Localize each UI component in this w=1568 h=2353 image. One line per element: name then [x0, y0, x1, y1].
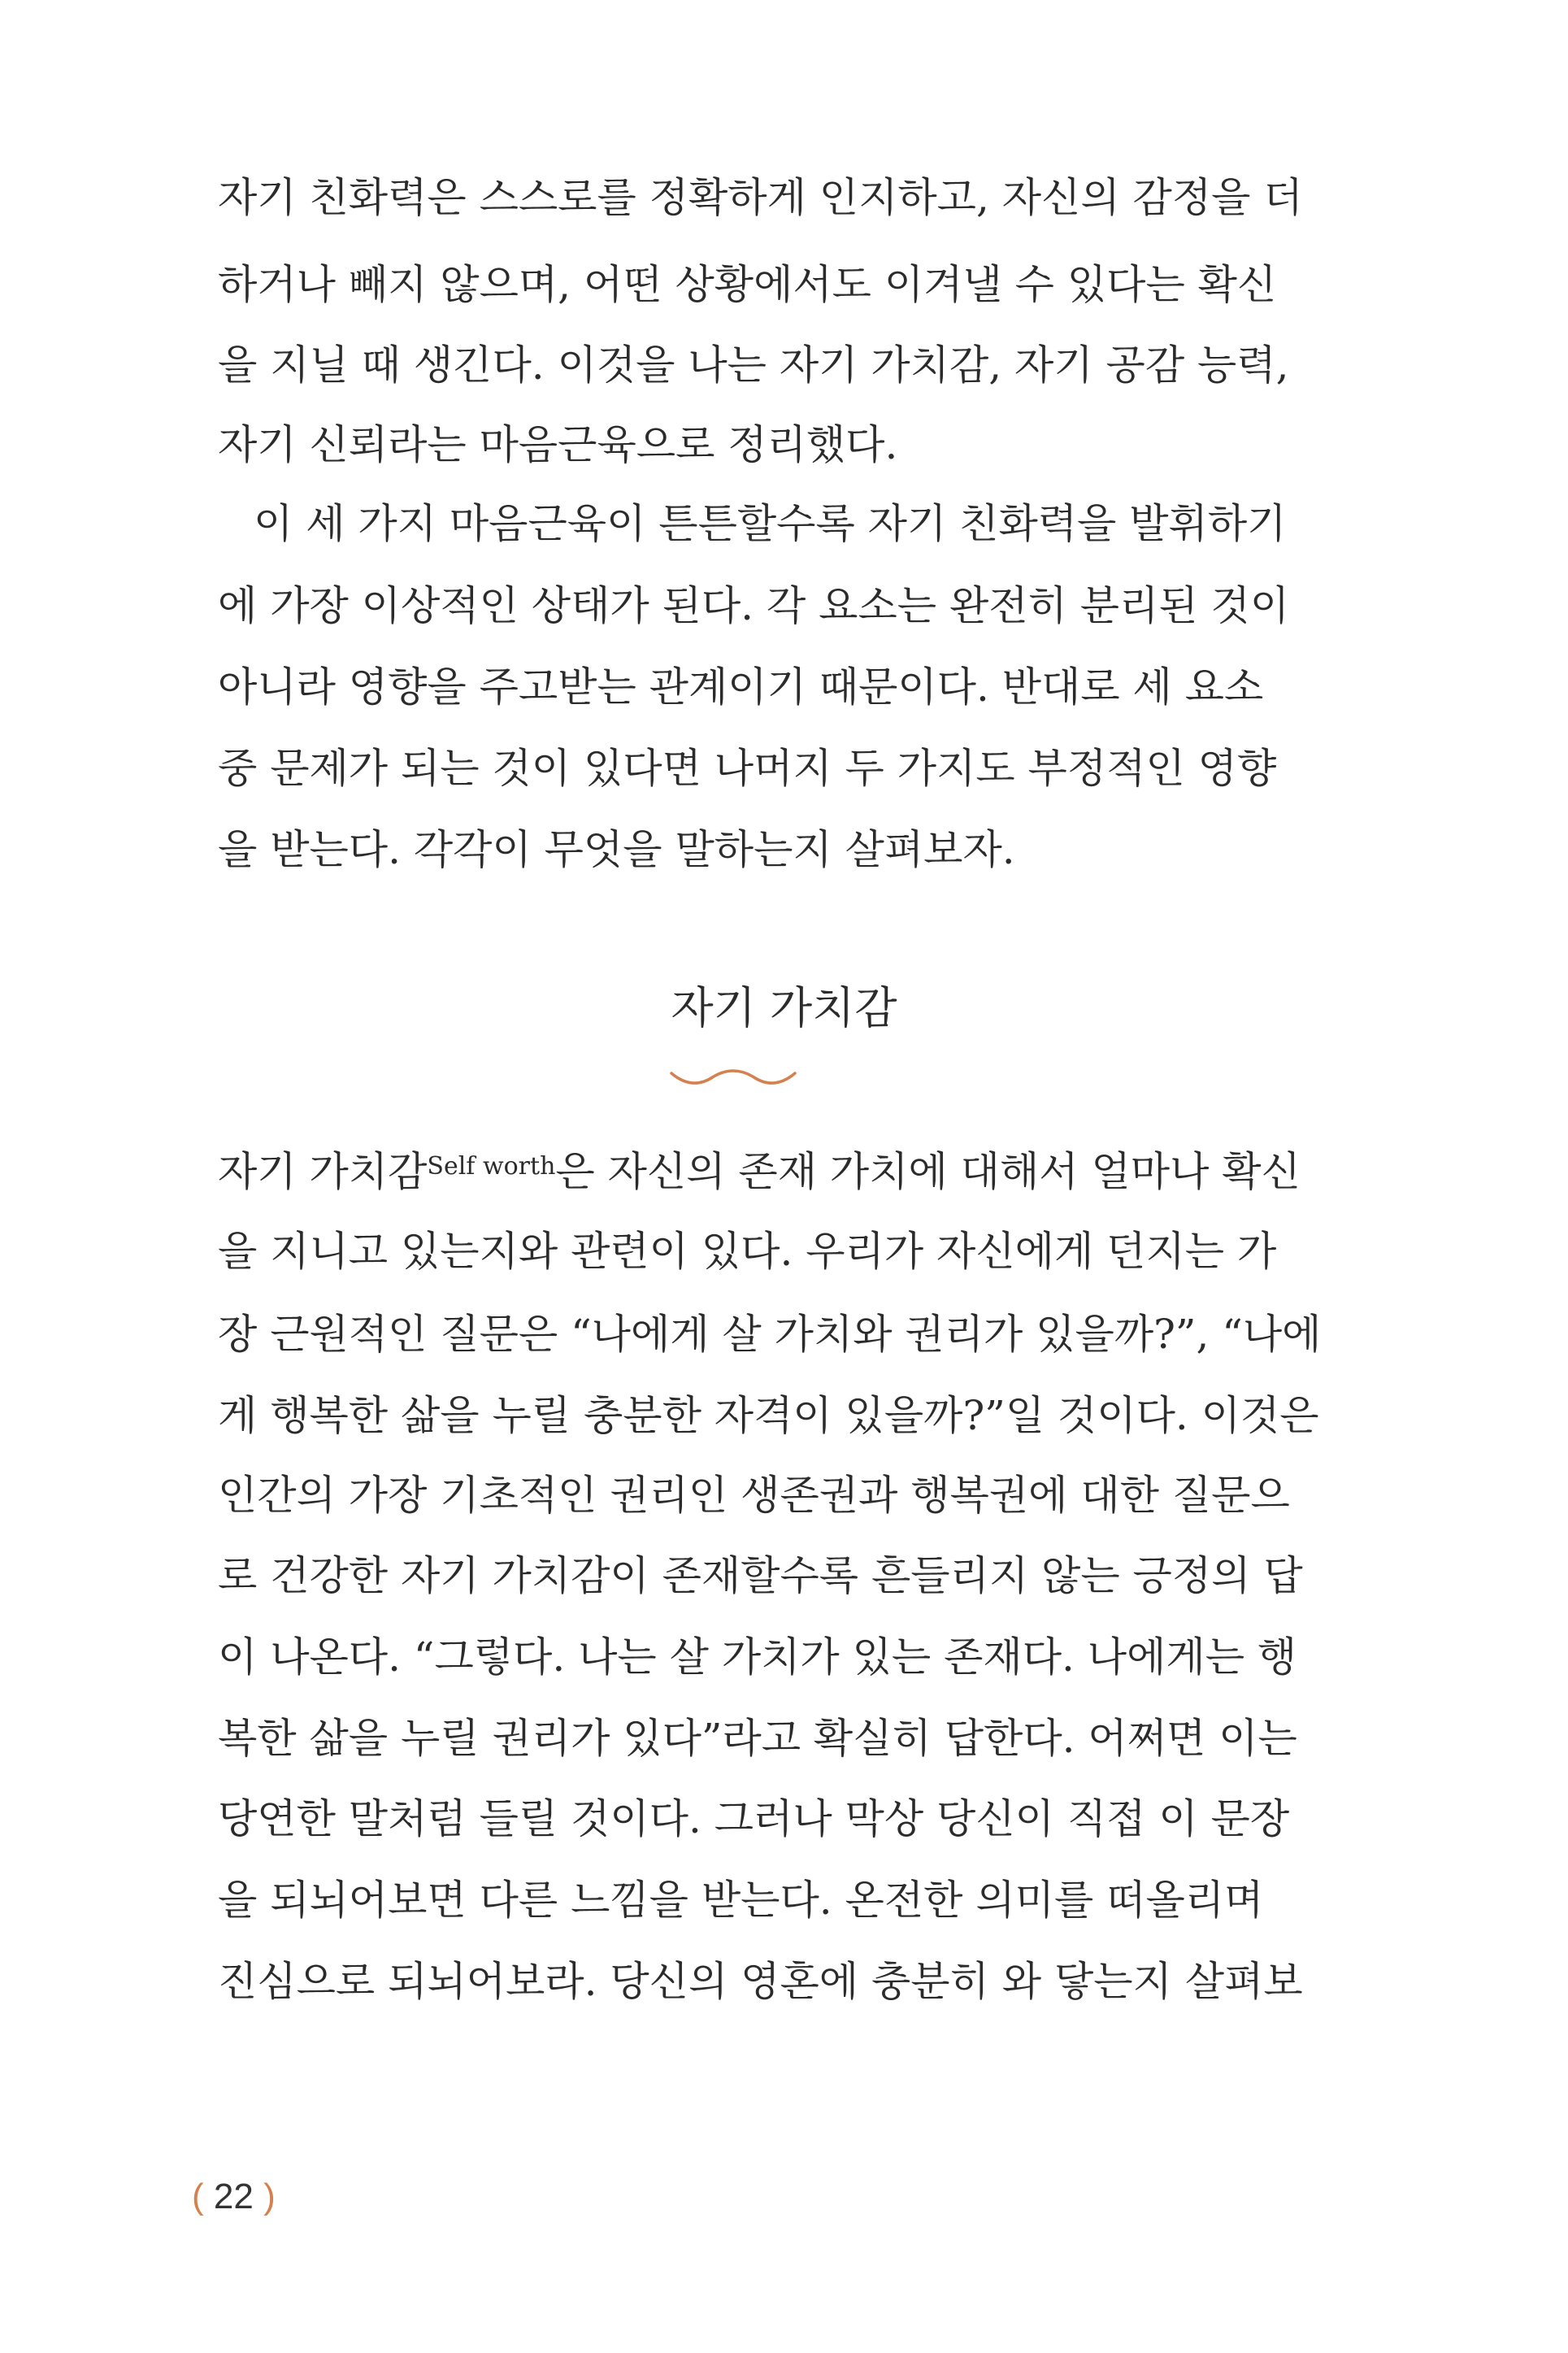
page-number-value: 22: [213, 2177, 254, 2216]
paragraph-2-line-5: 을 받는다. 각각이 무엇을 말하는지 살펴보자.: [218, 826, 1015, 873]
paragraph-3-line-10: 을 되뇌어보면 다른 느낌을 받는다. 온전한 의미를 떠올리며: [218, 1877, 1264, 1924]
paragraph-3-line-4: 게 행복한 삶을 누릴 충분한 자격이 있을까?”일 것이다. 이것은: [218, 1392, 1319, 1439]
paragraph-1-line-3: 을 지닐 때 생긴다. 이것을 나는 자기 가치감, 자기 공감 능력,: [218, 341, 1289, 389]
paragraph-3-line-3: 장 근원적인 질문은 “나에게 살 가치와 권리가 있을까?”, “나에: [218, 1311, 1322, 1358]
right-paren-icon: ): [263, 2177, 276, 2216]
paragraph-3-line-6: 로 건강한 자기 가치감이 존재할수록 흔들리지 않는 긍정의 답: [218, 1552, 1303, 1599]
paragraph-3-line-1-end: 은 자신의 존재 가치에 대해서 얼마나 확신: [555, 1148, 1301, 1195]
paragraph-3-line-2: 을 지니고 있는지와 관련이 있다. 우리가 자신에게 던지는 가: [218, 1228, 1277, 1275]
paragraph-1-line-2: 하거나 빼지 않으며, 어떤 상황에서도 이겨낼 수 있다는 확신: [218, 261, 1277, 308]
paragraph-3-line-1: [218, 1146, 1301, 1198]
paragraph-1-line-4: 자기 신뢰라는 마음근육으로 정리했다.: [218, 421, 898, 468]
paragraph-2-line-3: 아니라 영향을 주고받는 관계이기 때문이다. 반대로 세 요소: [218, 663, 1264, 711]
section-title: 자기 가치감: [671, 982, 897, 1033]
wave-ornament-icon: [668, 1067, 798, 1091]
paragraph-2-line-4: 중 문제가 되는 것이 있다면 나머지 두 가지도 부정적인 영향: [218, 745, 1277, 792]
paragraph-3-line-7: 이 나온다. “그렇다. 나는 살 가치가 있는 존재다. 나에게는 행: [218, 1633, 1297, 1681]
paragraph-3-line-5: 인간의 가장 기초적인 권리인 생존권과 행복권에 대한 질문으: [218, 1472, 1290, 1519]
left-paren-icon: (: [192, 2177, 204, 2216]
paragraph-3-line-8: 복한 삶을 누릴 권리가 있다”라고 확실히 답한다. 어쩌면 이는: [218, 1715, 1297, 1762]
paragraph-2-line-1: 이 세 가지 마음근육이 튼튼할수록 자기 친화력을 발휘하기: [254, 500, 1287, 547]
page-number: [192, 2171, 276, 2223]
superscript-self-worth: Self worth: [427, 1152, 556, 1181]
paragraph-3-line-11: 진심으로 되뇌어보라. 당신의 영혼에 충분히 와 닿는지 살펴보: [218, 1958, 1303, 2005]
paragraph-3-line-1-start: 자기 가치감: [218, 1148, 428, 1195]
paragraph-3-line-9: 당연한 말처럼 들릴 것이다. 그러나 막상 당신이 직접 이 문장: [218, 1795, 1290, 1842]
paragraph-1-line-1: 자기 친화력은 스스로를 정확하게 인지하고, 자신의 감정을 더: [218, 174, 1303, 221]
paragraph-2-line-2: 에 가장 이상적인 상태가 된다. 각 요소는 완전히 분리된 것이: [218, 582, 1290, 629]
